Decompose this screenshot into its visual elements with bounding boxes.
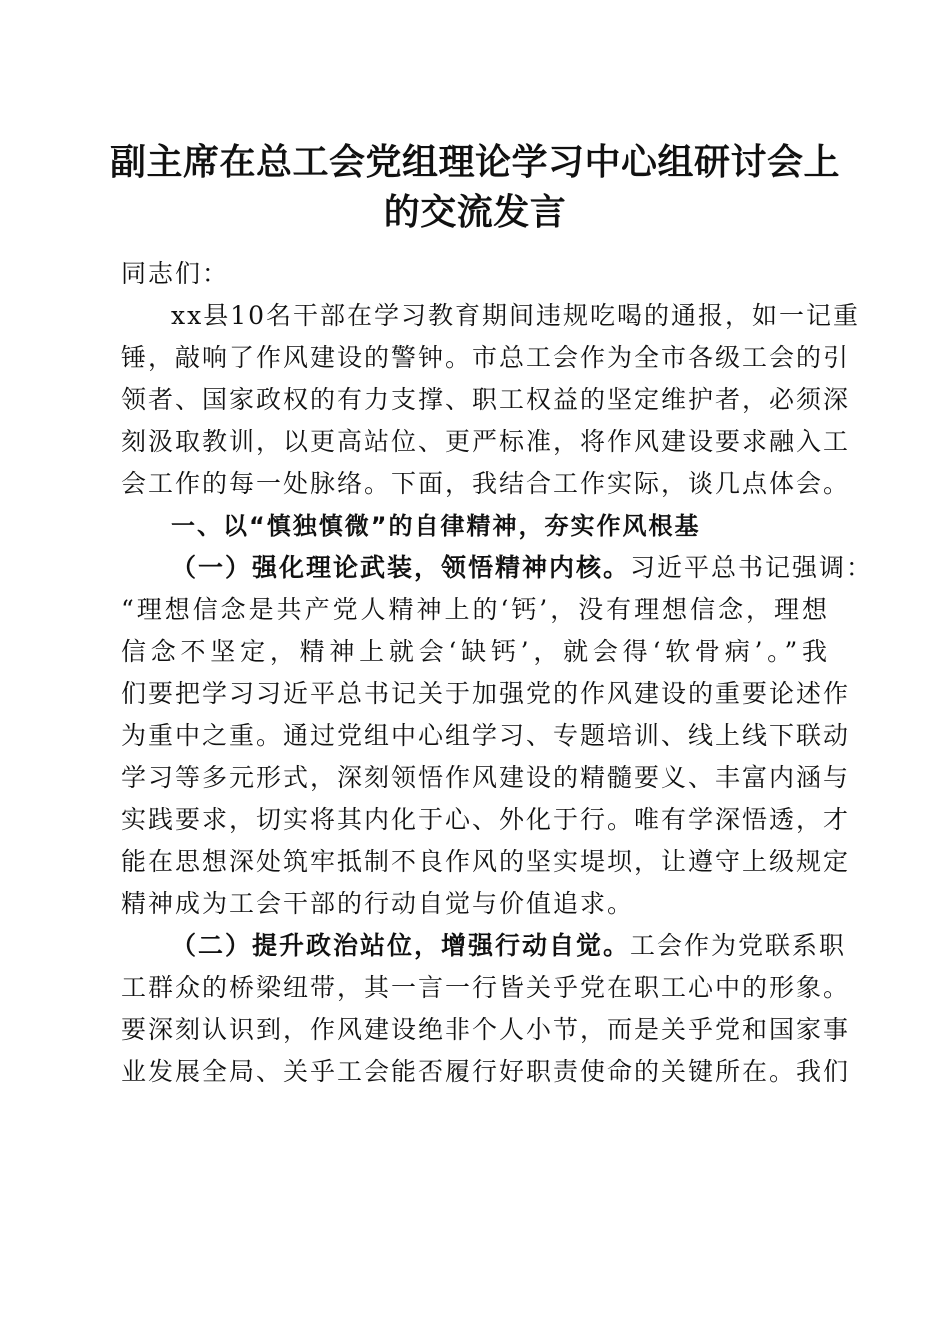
sub-1-first-rest: 习近平总书记强调： — [630, 553, 874, 582]
sub-2-line-3: 要深刻认识到，作风建设绝非个人小节，而是关乎党和国家事 — [121, 1015, 851, 1044]
sub-2-lead: （二）提升政治站位，增强行动自觉。 — [171, 931, 631, 960]
title-line-1: 副主席在总工会党组理论学习中心组研讨会上 — [110, 142, 841, 183]
sub-1-first-line — [121, 547, 874, 589]
sub-1-line-7: 实践要求，切实将其内化于心、外化于行。唯有学深悟透，才 — [121, 805, 851, 834]
sub-1-line-6: 学习等多元形式，深刻领悟作风建设的精髓要义、丰富内涵与 — [121, 763, 851, 792]
salutation: 同志们： — [121, 259, 230, 288]
sub-1-line-8: 能在思想深处筑牢抵制不良作风的坚实堤坝，让遵守上级规定 — [121, 847, 851, 876]
intro-line-1: xx县10名干部在学习教育期间违规吃喝的通报，如一记重 — [171, 301, 861, 330]
sub-1-lead: （一）强化理论武装，领悟精神内核。 — [171, 553, 631, 582]
sub-2-first-rest: 工会作为党联系职 — [630, 931, 847, 960]
sub-1-line-4: 们要把学习习近平总书记关于加强党的作风建设的重要论述作 — [121, 679, 851, 708]
intro-line-4: 刻汲取教训，以更高站位、更严标准，将作风建设要求融入工 — [121, 427, 851, 456]
title-line-2: 的交流发言 — [383, 192, 567, 233]
sub-2-line-4: 业发展全局、关乎工会能否履行好职责使命的关键所在。我们 — [121, 1057, 851, 1086]
section-1-heading: 一、以“慎独慎微”的自律精神，夯实作风根基 — [171, 512, 701, 540]
sub-2-first-line — [121, 925, 847, 967]
sub-1-line-9: 精神成为工会干部的行动自觉与价值追求。 — [121, 889, 635, 918]
intro-line-5: 会工作的每一处脉络。下面，我结合工作实际，谈几点体会。 — [121, 469, 851, 498]
sub-1-line-3: 信念不坚定，精神上就会‘缺钙’，就会得‘软骨病’。”我 — [121, 637, 829, 666]
document-body — [121, 253, 874, 1093]
intro-line-2: 锤，敲响了作风建设的警钟。市总工会作为全市各级工会的引 — [121, 343, 851, 372]
sub-1-line-2: “理想信念是共产党人精神上的‘钙’，没有理想信念，理想 — [121, 595, 829, 624]
document-title — [110, 138, 840, 238]
intro-line-3: 领者、国家政权的有力支撑、职工权益的坚定维护者，必须深 — [121, 385, 851, 414]
sub-2-line-2: 工群众的桥梁纽带，其一言一行皆关乎党在职工心中的形象。 — [121, 973, 851, 1002]
sub-1-line-5: 为重中之重。通过党组中心组学习、专题培训、线上线下联动 — [121, 721, 851, 750]
